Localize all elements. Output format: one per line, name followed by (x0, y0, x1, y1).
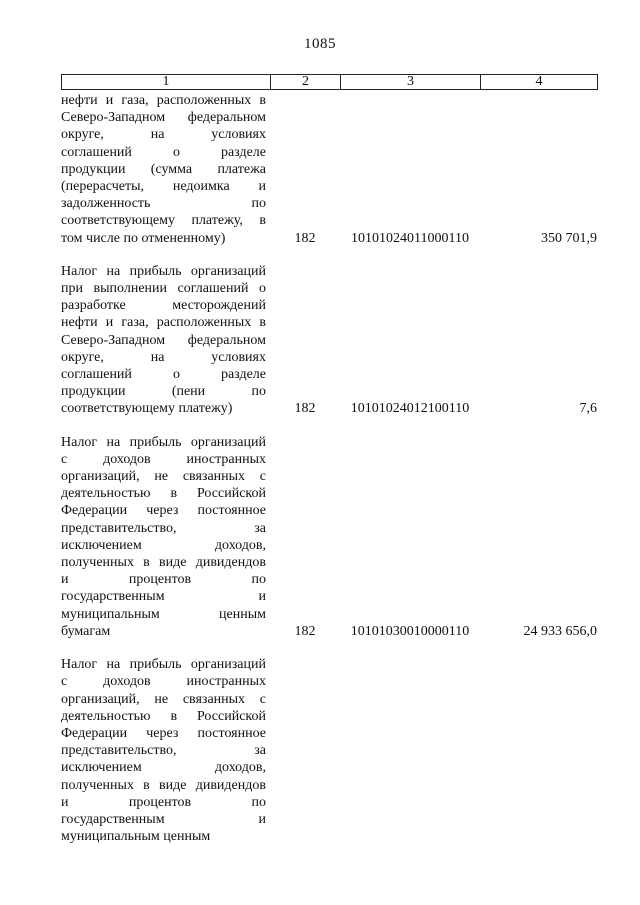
page-number: 1085 (304, 36, 336, 52)
description-line: нефти и газа, расположенных в (61, 315, 266, 331)
description-line: соглашений о разделе (61, 367, 266, 383)
description-line: с доходов иностранных (61, 451, 266, 467)
description-line: бумагам (61, 623, 111, 639)
description-line: деятельностью в Российской (61, 708, 266, 724)
column-header-1: 1 (62, 75, 271, 90)
description-line: государственным и (61, 589, 266, 605)
column-header-4: 4 (481, 75, 598, 90)
description-line: полученных в виде дивидендов (61, 777, 266, 793)
row-code: 182 (294, 401, 316, 417)
description-line: Налог на прибыль организаций (61, 657, 266, 673)
description-line: полученных в виде дивидендов (61, 555, 266, 571)
description-line: с доходов иностранных (61, 674, 266, 690)
description-line: исключением доходов, (61, 760, 266, 776)
row-amount: 7,6 (579, 401, 597, 417)
column-header-row (62, 75, 598, 90)
description-line: задолженность по (61, 196, 266, 212)
description-line: представительство, за (61, 520, 266, 536)
description-line: представительство, за (61, 743, 266, 759)
description-line: Северо-Западном федеральном (61, 110, 266, 126)
description-line: муниципальным ценным (61, 829, 211, 845)
description-line: Федерации через постоянное (61, 503, 266, 519)
row-amount: 24 933 656,0 (523, 623, 597, 639)
description-line: Северо-Западном федеральном (61, 332, 266, 348)
description-line: и процентов по (61, 794, 266, 810)
row-code: 182 (294, 230, 316, 246)
description-line: разработке месторождений (61, 298, 266, 314)
description-line: государственным и (61, 811, 266, 827)
description-line: соответствующему платежу) (61, 401, 233, 417)
description-line: соглашений о разделе (61, 144, 266, 160)
column-header-table (61, 74, 598, 90)
description-line: нефти и газа, расположенных в (61, 93, 266, 108)
column-header-2: 2 (271, 75, 341, 90)
description-line: муниципальным ценным (61, 606, 266, 622)
row-kbk: 10101030010000110 (350, 623, 470, 639)
description-line: исключением доходов, (61, 537, 266, 553)
table-row (0, 656, 640, 845)
description-line: Налог на прибыль организаций (61, 434, 266, 450)
description-line: (перерасчеты, недоимка и (61, 179, 266, 195)
row-description (61, 656, 266, 845)
description-line: деятельностью в Российской (61, 486, 266, 502)
description-line: продукции (пени по (61, 384, 266, 400)
table-row (0, 263, 640, 418)
row-kbk: 10101024012100110 (350, 401, 470, 417)
row-kbk: 10101024011000110 (351, 230, 469, 246)
table-row (0, 92, 640, 247)
description-line: и процентов по (61, 572, 266, 588)
table-row (0, 434, 640, 640)
table-body (0, 92, 640, 845)
row-description (61, 434, 266, 640)
row-description (61, 263, 266, 418)
description-line: Налог на прибыль организаций (61, 263, 266, 279)
description-line: Федерации через постоянное (61, 725, 266, 741)
description-line: соответствующему платежу, в (61, 213, 266, 229)
description-line: продукции (сумма платежа (61, 161, 266, 177)
description-line: том числе по отмененному) (61, 230, 226, 246)
description-line: округе, на условиях (61, 127, 266, 143)
column-header-3: 3 (341, 75, 481, 90)
row-amount: 350 701,9 (541, 230, 597, 246)
description-line: организаций, не связанных с (61, 691, 266, 707)
description-line: при выполнении соглашений о (61, 281, 266, 297)
description-line: организаций, не связанных с (61, 469, 266, 485)
description-line: округе, на условиях (61, 349, 266, 365)
row-description (61, 92, 266, 247)
row-code: 182 (294, 623, 316, 639)
